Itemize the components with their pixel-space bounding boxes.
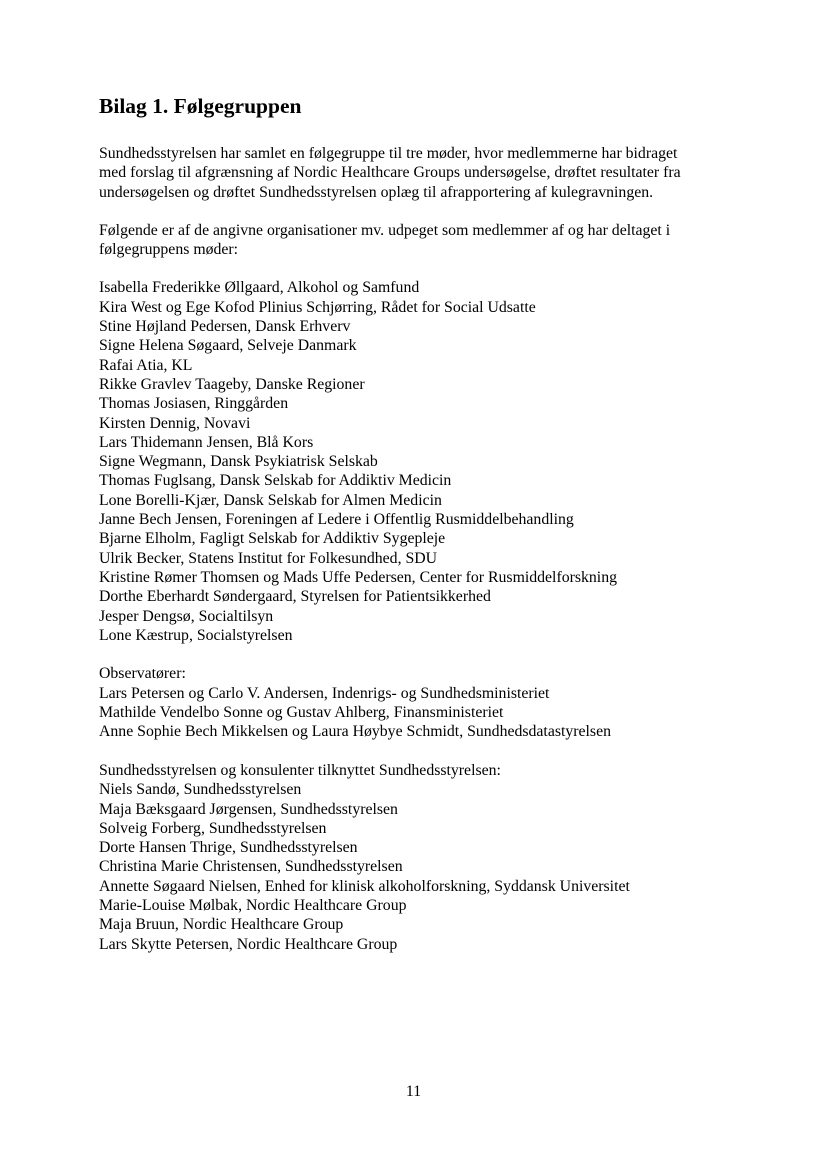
- document-page: [99, 92, 739, 973]
- consultant-item: Maja Bruun, Nordic Healthcare Group: [99, 916, 344, 934]
- consultant-item: Solveig Forberg, Sundhedsstyrelsen: [99, 819, 327, 837]
- member-item: Janne Bech Jensen, Foreningen af Ledere i Offentlig Rusmiddelbehandling: [99, 511, 574, 529]
- observer-item: Anne Sophie Bech Mikkelsen og Laura Høybye Schmidt, Sundhedsdatastyrelsen: [99, 723, 611, 741]
- member-item: Lone Kæstrup, Socialstyrelsen: [99, 626, 293, 644]
- members-intro-paragraph: [99, 221, 739, 260]
- observer-item: Mathilde Vendelbo Sonne og Gustav Ahlberg, Finansministeriet: [99, 704, 504, 722]
- consultant-item: Dorte Hansen Thrige, Sundhedsstyrelsen: [99, 839, 358, 857]
- observer-item: Lars Petersen og Carlo V. Andersen, Indenrigs- og Sundhedsministeriet: [99, 684, 550, 702]
- consultant-item: Niels Sandø, Sundhedsstyrelsen: [99, 781, 302, 799]
- page-number: 11: [405, 1083, 422, 1100]
- member-item: Ulrik Becker, Statens Institut for Folkesundhed, SDU: [99, 549, 438, 567]
- member-item: Lone Borelli-Kjær, Dansk Selskab for Almen Medicin: [99, 491, 442, 509]
- intro-line: med forslag til afgrænsning af Nordic Healthcare Groups undersøgelse, drøftet resultater fra: [99, 164, 681, 182]
- document-title: Bilag 1. Følgegruppen: [99, 94, 302, 118]
- member-item: Signe Wegmann, Dansk Psykiatrisk Selskab: [99, 453, 378, 471]
- consultants-list: [99, 761, 739, 954]
- member-item: Jesper Dengsø, Socialtilsyn: [99, 607, 274, 625]
- member-item: Stine Højland Pedersen, Dansk Erhverv: [99, 318, 351, 336]
- member-item: Rafai Atia, KL: [99, 356, 193, 374]
- consultant-item: Annette Søgaard Nielsen, Enhed for klinisk alkoholforskning, Syddansk Universitet: [99, 877, 630, 895]
- consultant-item: Lars Skytte Petersen, Nordic Healthcare Group: [99, 935, 398, 953]
- member-item: Signe Helena Søgaard, Selveje Danmark: [99, 337, 357, 355]
- members-list: [99, 278, 739, 645]
- intro-line: Sundhedsstyrelsen har samlet en følgegruppe til tre møder, hvor medlemmerne har bidraget: [99, 145, 678, 162]
- observers-heading: Observatører:: [99, 665, 186, 683]
- members-intro-line: Følgende er af de angivne organisationer mv. udpeget som medlemmer af og har deltaget i: [99, 221, 671, 239]
- member-item: Thomas Fuglsang, Dansk Selskab for Addiktiv Medicin: [99, 472, 452, 490]
- member-item: Rikke Gravlev Taageby, Danske Regioner: [99, 375, 365, 393]
- member-item: Lars Thidemann Jensen, Blå Kors: [99, 433, 314, 451]
- member-item: Thomas Josiasen, Ringgården: [99, 395, 289, 413]
- observers-list: [99, 664, 739, 741]
- member-item: Isabella Frederikke Øllgaard, Alkohol og Samfund: [99, 279, 420, 297]
- intro-paragraph: [99, 144, 739, 202]
- members-intro-line: følgegruppens møder:: [99, 241, 239, 259]
- intro-line: undersøgelsen og drøftet Sundhedsstyrelsen oplæg til afrapportering af kulegravningen.: [99, 183, 654, 201]
- member-item: Kristine Rømer Thomsen og Mads Uffe Pedersen, Center for Rusmiddelforskning: [99, 568, 617, 586]
- member-item: Bjarne Elholm, Fagligt Selskab for Addiktiv Sygepleje: [99, 530, 446, 548]
- consultant-item: Marie-Louise Mølbak, Nordic Healthcare Group: [99, 896, 407, 914]
- member-item: Kirsten Dennig, Novavi: [99, 414, 251, 432]
- consultant-item: Christina Marie Christensen, Sundhedsstyrelsen: [99, 858, 403, 876]
- member-item: Kira West og Ege Kofod Plinius Schjørring, Rådet for Social Udsatte: [99, 298, 536, 316]
- member-item: Dorthe Eberhardt Søndergaard, Styrelsen for Patientsikkerhed: [99, 588, 491, 606]
- consultants-heading: Sundhedsstyrelsen og konsulenter tilknyttet Sundhedsstyrelsen:: [99, 761, 501, 779]
- consultant-item: Maja Bæksgaard Jørgensen, Sundhedsstyrelsen: [99, 800, 398, 818]
